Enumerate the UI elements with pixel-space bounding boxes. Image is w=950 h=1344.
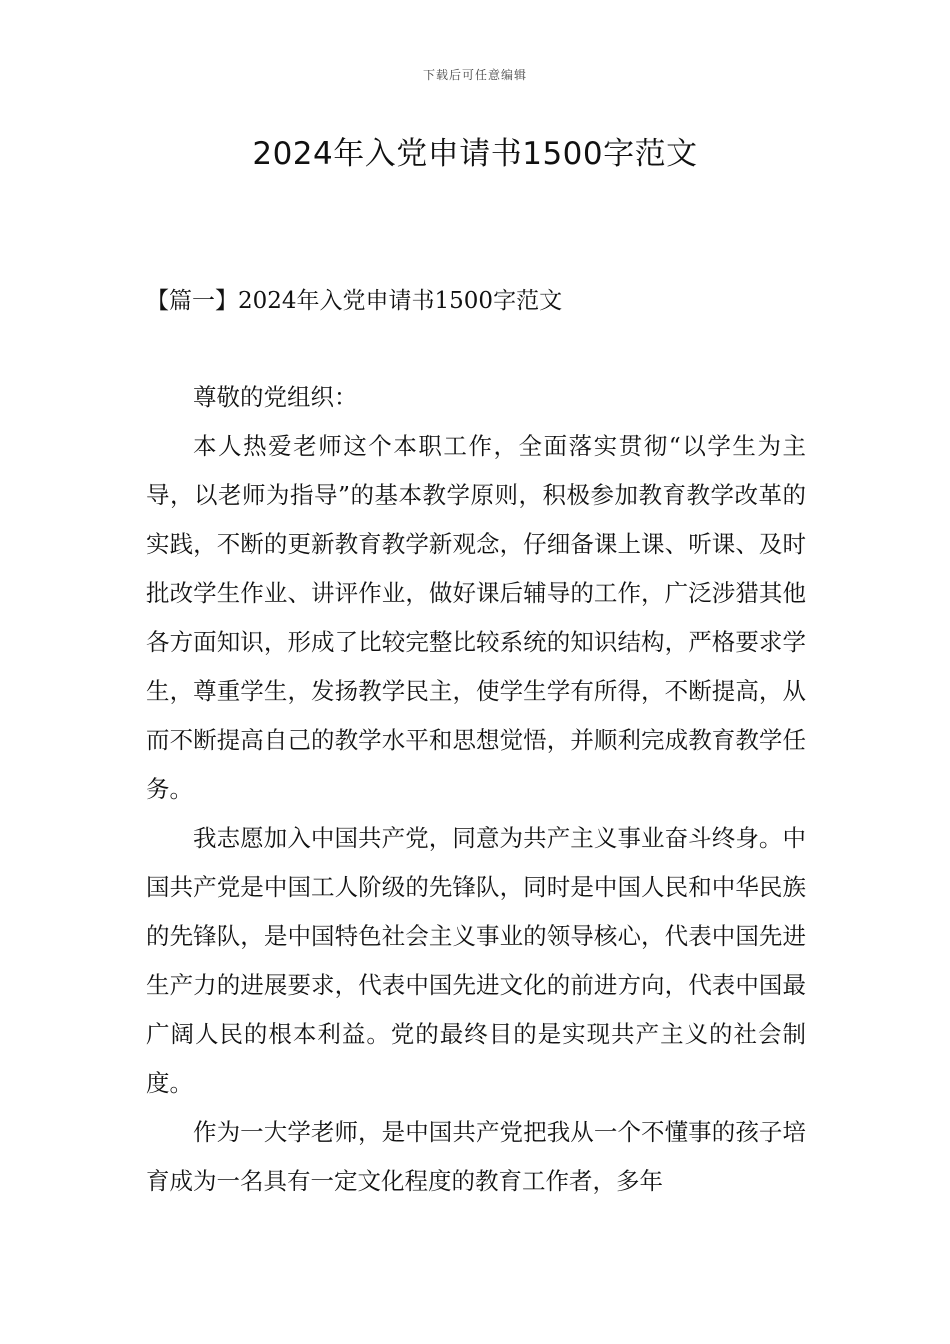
salutation: 尊敬的党组织： xyxy=(193,383,358,411)
body-paragraph-1: 本人热爱老师这个本职工作，全面落实贯彻“以学生为主导，以老师为指导”的基本教学原则，积极参加教育教学改革的实践，不断的更新教育教学新观念，仔细备课上课、听课、及时批改学生作业、讲评作业，做好课后辅导的工作，广泛涉猎其他各方面知识，形成了比较完整比较系统的知识结构，严格要求学生，尊重学生，发扬教学民主，使学生学有所得，不断提高，从而不断提高自己的教学水平和思想觉悟，并顺利完成教育教学任务。 xyxy=(146,432,806,803)
body-paragraph-2: 我志愿加入中国共产党，同意为共产主义事业奋斗终身。中国共产党是中国工人阶级的先锋队，同时是中国人民和中华民族的先锋队，是中国特色社会主义事业的领导核心，代表中国先进生产力的进展要求，代表中国先进文化的前进方向，代表中国最广阔人民的根本利益。党的最终目的是实现共产主义的社会制度。 xyxy=(146,824,806,1097)
document-title: 2024年入党申请书1500字范文 xyxy=(252,136,698,172)
section-heading: 【篇一】2024年入党申请书1500字范文 xyxy=(146,288,563,314)
body-paragraph-3: 作为一大学老师，是中国共产党把我从一个不懂事的孩子培育成为一名具有一定文化程度的教育工作者，多年 xyxy=(146,1118,806,1195)
header-note: 下载后可任意编辑 xyxy=(422,68,527,82)
document-body xyxy=(146,373,806,1206)
